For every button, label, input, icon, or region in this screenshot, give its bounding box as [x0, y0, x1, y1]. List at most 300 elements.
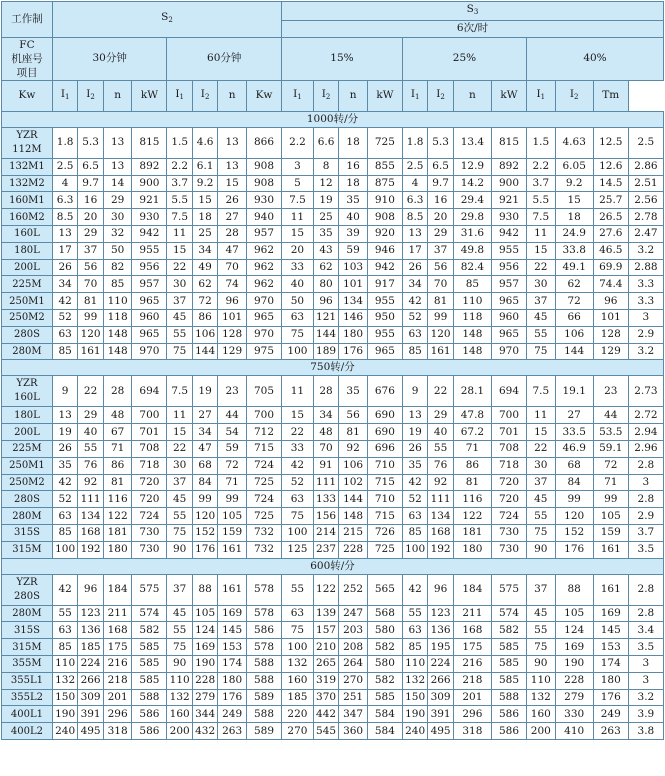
- table-cell: 63: [402, 326, 427, 343]
- table-cell: 120: [192, 508, 217, 525]
- table-cell: 2.5: [402, 158, 427, 175]
- table-cell: 578: [246, 605, 281, 622]
- table-row: [2, 639, 664, 656]
- table-cell: 161: [218, 541, 247, 558]
- table-cell: 575: [132, 574, 167, 605]
- table-cell: 153: [218, 639, 247, 656]
- fc-frame-item-label: [2, 37, 53, 80]
- table-cell: 956: [132, 259, 167, 276]
- table-cell: 99: [593, 491, 628, 508]
- table-cell: 42: [402, 474, 427, 491]
- table-cell: 582: [367, 672, 402, 689]
- table-cell: 910: [367, 192, 402, 209]
- table-cell: 3: [628, 309, 663, 326]
- table-cell: 360: [339, 723, 368, 740]
- table-cell: 942: [132, 225, 167, 242]
- table-cell: 121: [313, 309, 338, 326]
- table-row: [2, 524, 664, 541]
- table-cell: 730: [491, 524, 526, 541]
- table-cell: 28: [218, 225, 247, 242]
- table-cell: 47: [192, 440, 217, 457]
- table-cell: 12.5: [593, 127, 628, 158]
- table-cell: 2.94: [628, 424, 663, 441]
- table-cell: 185: [78, 639, 103, 656]
- fc40-header: 40%: [526, 37, 663, 80]
- table-cell: 700: [491, 407, 526, 424]
- table-cell: 724: [246, 491, 281, 508]
- table-cell: 200: [167, 723, 192, 740]
- table-cell: 14.2: [453, 175, 491, 192]
- table-cell: 85: [52, 343, 77, 360]
- table-cell: 724: [132, 508, 167, 525]
- table-cell: 264: [339, 655, 368, 672]
- table-cell: 63: [402, 622, 427, 639]
- table-cell: 720: [491, 491, 526, 508]
- table-cell: 23: [593, 376, 628, 407]
- s2-30min-header: 30分钟: [52, 37, 167, 80]
- table-cell: 962: [246, 259, 281, 276]
- table-cell: 950: [367, 309, 402, 326]
- table-cell: 82.4: [453, 259, 491, 276]
- table-cell: 116: [103, 491, 132, 508]
- table-cell: 29: [78, 407, 103, 424]
- table-cell: 700: [246, 407, 281, 424]
- table-cell: 72: [192, 293, 217, 310]
- table-row: [2, 424, 664, 441]
- table-cell: 68: [555, 457, 593, 474]
- fc25-header: 25%: [402, 37, 526, 80]
- table-cell: 129: [218, 343, 247, 360]
- table-cell: 19: [313, 192, 338, 209]
- table-cell: 11: [167, 407, 192, 424]
- table-body: [2, 111, 664, 739]
- motor-spec-table: [1, 1, 664, 740]
- table-cell: 70: [218, 259, 247, 276]
- table-cell: 45: [526, 605, 555, 622]
- table-cell: 2.2: [282, 127, 314, 158]
- table-cell: 52: [402, 309, 427, 326]
- column-header: kW: [132, 80, 167, 111]
- table-cell: 45: [167, 491, 192, 508]
- table-cell: 152: [555, 524, 593, 541]
- table-cell: 84: [555, 474, 593, 491]
- table-cell: 76: [78, 457, 103, 474]
- table-cell: 180: [103, 541, 132, 558]
- table-cell: 128: [593, 326, 628, 343]
- table-cell: 110: [402, 655, 427, 672]
- table-cell: 296: [453, 706, 491, 723]
- table-cell: 5.5: [526, 192, 555, 209]
- table-cell: 6.5: [428, 158, 453, 175]
- table-row: [2, 706, 664, 723]
- table-cell: 40: [339, 209, 368, 226]
- table-cell: 105: [218, 508, 247, 525]
- table-cell: 585: [132, 639, 167, 656]
- table-cell: 139: [313, 605, 338, 622]
- table-cell: 134: [78, 508, 103, 525]
- table-cell: 14: [103, 175, 132, 192]
- table-cell: 48: [103, 407, 132, 424]
- table-cell: 100: [282, 343, 314, 360]
- column-header: $I_1$: [167, 80, 192, 111]
- column-header: kW: [367, 80, 402, 111]
- table-cell: 730: [132, 524, 167, 541]
- table-cell: 240: [52, 723, 77, 740]
- table-cell: 946: [367, 242, 402, 259]
- table-cell: 701: [132, 424, 167, 441]
- table-cell: 40: [78, 424, 103, 441]
- frame-model-cell: YZR 160L: [2, 376, 53, 407]
- table-cell: 309: [78, 689, 103, 706]
- table-cell: 118: [453, 309, 491, 326]
- table-cell: 247: [339, 605, 368, 622]
- frame-model-cell: 132M2: [2, 175, 53, 192]
- frame-model-cell: 355L2: [2, 689, 53, 706]
- table-cell: 37: [167, 293, 192, 310]
- table-cell: 270: [282, 723, 314, 740]
- s3-frequency: 6次/时: [282, 21, 664, 38]
- table-cell: 582: [491, 622, 526, 639]
- table-cell: 110: [167, 672, 192, 689]
- table-cell: 55: [167, 508, 192, 525]
- table-cell: 45: [526, 309, 555, 326]
- table-cell: 40: [282, 276, 314, 293]
- table-row: [2, 723, 664, 740]
- table-cell: 74: [218, 276, 247, 293]
- table-cell: 970: [132, 343, 167, 360]
- table-row: [2, 276, 664, 293]
- table-cell: 122: [103, 508, 132, 525]
- frame-model-cell: 160M1: [2, 192, 53, 209]
- table-cell: 100: [402, 541, 427, 558]
- table-row: [2, 407, 664, 424]
- table-cell: 35: [339, 192, 368, 209]
- table-cell: 701: [491, 424, 526, 441]
- column-header: $I_1$: [282, 80, 314, 111]
- table-cell: 55: [526, 326, 555, 343]
- table-cell: 726: [367, 524, 402, 541]
- table-cell: 228: [555, 672, 593, 689]
- table-cell: 90: [167, 541, 192, 558]
- table-cell: 962: [246, 242, 281, 259]
- table-cell: 88: [192, 574, 217, 605]
- table-cell: 1.5: [526, 127, 555, 158]
- table-cell: 18: [339, 127, 368, 158]
- table-cell: 970: [246, 293, 281, 310]
- table-cell: 8.5: [402, 209, 427, 226]
- table-cell: 56: [78, 259, 103, 276]
- table-cell: 184: [103, 574, 132, 605]
- table-cell: 33.8: [555, 242, 593, 259]
- table-cell: 26: [52, 259, 77, 276]
- column-header: Kw: [246, 80, 281, 111]
- table-cell: 49.1: [555, 259, 593, 276]
- frame-model-cell: 225M: [2, 276, 53, 293]
- table-cell: 29.4: [453, 192, 491, 209]
- frame-label: 机座号: [11, 52, 43, 65]
- table-cell: 495: [78, 723, 103, 740]
- table-cell: 708: [491, 440, 526, 457]
- table-cell: 40: [428, 424, 453, 441]
- table-cell: 37: [526, 474, 555, 491]
- table-cell: 565: [367, 574, 402, 605]
- column-header: n: [339, 80, 368, 111]
- table-cell: 690: [367, 424, 402, 441]
- table-cell: 86: [103, 457, 132, 474]
- table-cell: 955: [491, 242, 526, 259]
- table-cell: 215: [339, 524, 368, 541]
- table-cell: 2.73: [628, 376, 663, 407]
- table-cell: 9.2: [555, 175, 593, 192]
- table-cell: 908: [367, 209, 402, 226]
- table-cell: 33: [282, 440, 314, 457]
- table-cell: 37: [167, 574, 192, 605]
- frame-model-cell: 315M: [2, 541, 53, 558]
- table-cell: 585: [491, 655, 526, 672]
- table-cell: 900: [132, 175, 167, 192]
- table-cell: 586: [491, 723, 526, 740]
- table-cell: 347: [339, 706, 368, 723]
- frame-model-cell: 250M2: [2, 474, 53, 491]
- table-cell: 965: [132, 293, 167, 310]
- table-cell: 55: [402, 605, 427, 622]
- table-cell: 123: [428, 605, 453, 622]
- table-cell: 2.5: [52, 158, 77, 175]
- column-header: n: [218, 80, 247, 111]
- table-cell: 71: [593, 474, 628, 491]
- table-cell: 35: [339, 376, 368, 407]
- table-cell: 330: [555, 706, 593, 723]
- column-header: n: [103, 80, 132, 111]
- table-cell: 15: [192, 192, 217, 209]
- table-row: [2, 672, 664, 689]
- table-cell: 106: [555, 326, 593, 343]
- table-cell: 34: [313, 407, 338, 424]
- table-cell: 161: [428, 343, 453, 360]
- table-cell: 55: [52, 605, 77, 622]
- table-row: [2, 508, 664, 525]
- table-cell: 694: [132, 376, 167, 407]
- column-header: kW: [491, 80, 526, 111]
- table-cell: 84: [192, 474, 217, 491]
- table-cell: 105: [192, 605, 217, 622]
- item-label: 项目: [16, 66, 38, 79]
- table-cell: 1.5: [167, 127, 192, 158]
- table-cell: 6.05: [555, 158, 593, 175]
- table-cell: 63: [402, 508, 427, 525]
- table-cell: 12.9: [453, 158, 491, 175]
- table-cell: 71: [218, 474, 247, 491]
- table-cell: 66: [555, 309, 593, 326]
- table-cell: 16: [428, 192, 453, 209]
- table-cell: 9: [52, 376, 77, 407]
- frame-model-cell: 225M: [2, 440, 53, 457]
- table-cell: 5: [282, 175, 314, 192]
- table-cell: 17: [402, 242, 427, 259]
- table-cell: 55: [526, 508, 555, 525]
- table-cell: 29: [428, 225, 453, 242]
- table-cell: 582: [132, 622, 167, 639]
- table-cell: 218: [103, 672, 132, 689]
- table-cell: 181: [453, 524, 491, 541]
- table-cell: 249: [593, 706, 628, 723]
- table-cell: 148: [103, 326, 132, 343]
- table-row: [2, 376, 664, 407]
- frame-model-cell: 315S: [2, 524, 53, 541]
- table-row: [2, 343, 664, 360]
- table-cell: 54: [218, 424, 247, 441]
- table-cell: 75: [526, 343, 555, 360]
- table-cell: 85: [52, 639, 77, 656]
- table-cell: 48: [313, 424, 338, 441]
- table-cell: 586: [132, 723, 167, 740]
- table-cell: 67.2: [453, 424, 491, 441]
- table-cell: 42: [52, 293, 77, 310]
- table-cell: 34: [192, 242, 217, 259]
- table-cell: 13: [402, 407, 427, 424]
- table-cell: 190: [52, 706, 77, 723]
- fc15-header: 15%: [282, 37, 403, 80]
- table-cell: 252: [339, 574, 368, 605]
- table-cell: 176: [339, 343, 368, 360]
- table-cell: 28.1: [453, 376, 491, 407]
- table-cell: 46.9: [555, 440, 593, 457]
- table-cell: 81: [428, 293, 453, 310]
- table-cell: 29: [103, 192, 132, 209]
- table-cell: 168: [78, 524, 103, 541]
- table-cell: 37: [167, 474, 192, 491]
- table-cell: 124: [192, 622, 217, 639]
- table-cell: 152: [192, 524, 217, 541]
- table-cell: 176: [192, 541, 217, 558]
- table-cell: 955: [367, 293, 402, 310]
- table-cell: 35: [52, 457, 77, 474]
- table-cell: 296: [103, 706, 132, 723]
- table-cell: 110: [526, 672, 555, 689]
- table-cell: 696: [367, 440, 402, 457]
- table-row: [2, 474, 664, 491]
- table-cell: 279: [192, 689, 217, 706]
- s2-header: $S_2$: [52, 2, 281, 38]
- table-cell: 2.9: [628, 326, 663, 343]
- table-cell: 68: [192, 457, 217, 474]
- table-row: [2, 175, 664, 192]
- table-cell: 3.7: [526, 175, 555, 192]
- table-cell: 85: [402, 524, 427, 541]
- table-cell: 63: [52, 622, 77, 639]
- table-cell: 13: [52, 407, 77, 424]
- table-cell: 3.3: [628, 276, 663, 293]
- table-cell: 568: [367, 605, 402, 622]
- table-cell: 45: [167, 605, 192, 622]
- table-row: [2, 574, 664, 605]
- table-cell: 132: [526, 689, 555, 706]
- table-cell: 75: [282, 326, 314, 343]
- table-cell: 12: [313, 175, 338, 192]
- table-cell: 71: [453, 440, 491, 457]
- table-cell: 92: [428, 474, 453, 491]
- column-header: $I_2$: [192, 80, 217, 111]
- table-cell: 580: [367, 655, 402, 672]
- table-cell: 4: [52, 175, 77, 192]
- table-cell: 586: [491, 706, 526, 723]
- table-cell: 2.8: [628, 605, 663, 622]
- table-cell: 815: [132, 127, 167, 158]
- column-header: $I_2$: [555, 80, 593, 111]
- table-cell: 176: [555, 541, 593, 558]
- table-cell: 588: [132, 689, 167, 706]
- table-cell: 9.7: [78, 175, 103, 192]
- frame-model-cell: 250M2: [2, 309, 53, 326]
- s3-header: $S_3$: [282, 2, 664, 21]
- table-cell: 45: [526, 491, 555, 508]
- table-cell: 75: [167, 343, 192, 360]
- table-cell: 410: [555, 723, 593, 740]
- table-cell: 442: [313, 706, 338, 723]
- table-cell: 22: [78, 376, 103, 407]
- table-cell: 3.7: [167, 175, 192, 192]
- table-cell: 588: [491, 689, 526, 706]
- table-cell: 30: [526, 457, 555, 474]
- table-cell: 124: [555, 622, 593, 639]
- table-cell: 50: [103, 242, 132, 259]
- table-cell: 7.5: [282, 192, 314, 209]
- table-cell: 100: [52, 541, 77, 558]
- table-cell: 42: [402, 293, 427, 310]
- table-cell: 195: [428, 639, 453, 656]
- frame-model-cell: YZR 112M: [2, 127, 53, 158]
- table-cell: 975: [246, 343, 281, 360]
- table-cell: 6.5: [78, 158, 103, 175]
- table-cell: 211: [103, 605, 132, 622]
- table-cell: 6.1: [192, 158, 217, 175]
- frame-model-cell: 355M: [2, 655, 53, 672]
- table-cell: 37: [428, 242, 453, 259]
- table-cell: 70: [78, 276, 103, 293]
- column-header: $I_1$: [402, 80, 427, 111]
- table-cell: 150: [52, 689, 77, 706]
- table-cell: 132: [167, 689, 192, 706]
- table-cell: 144: [555, 343, 593, 360]
- table-cell: 144: [313, 326, 338, 343]
- table-cell: 72: [555, 293, 593, 310]
- table-cell: 28: [103, 376, 132, 407]
- table-cell: 2.96: [628, 440, 663, 457]
- table-cell: 85: [453, 276, 491, 293]
- table-cell: 125: [282, 541, 314, 558]
- table-cell: 148: [339, 508, 368, 525]
- table-cell: 74.4: [593, 276, 628, 293]
- table-cell: 3: [628, 474, 663, 491]
- table-cell: 718: [132, 457, 167, 474]
- table-cell: 146: [339, 309, 368, 326]
- table-cell: 175: [453, 639, 491, 656]
- table-cell: 27: [555, 407, 593, 424]
- table-cell: 180: [593, 672, 628, 689]
- table-cell: 145: [218, 622, 247, 639]
- table-cell: 184: [453, 574, 491, 605]
- frame-model-cell: 250M1: [2, 293, 53, 310]
- table-cell: 589: [246, 689, 281, 706]
- frame-model-cell: 180L: [2, 242, 53, 259]
- table-cell: 62: [555, 276, 593, 293]
- table-cell: 5.3: [78, 127, 103, 158]
- table-cell: 55: [78, 440, 103, 457]
- table-cell: 715: [246, 440, 281, 457]
- table-cell: 148: [453, 326, 491, 343]
- table-cell: 4.63: [555, 127, 593, 158]
- table-cell: 578: [246, 574, 281, 605]
